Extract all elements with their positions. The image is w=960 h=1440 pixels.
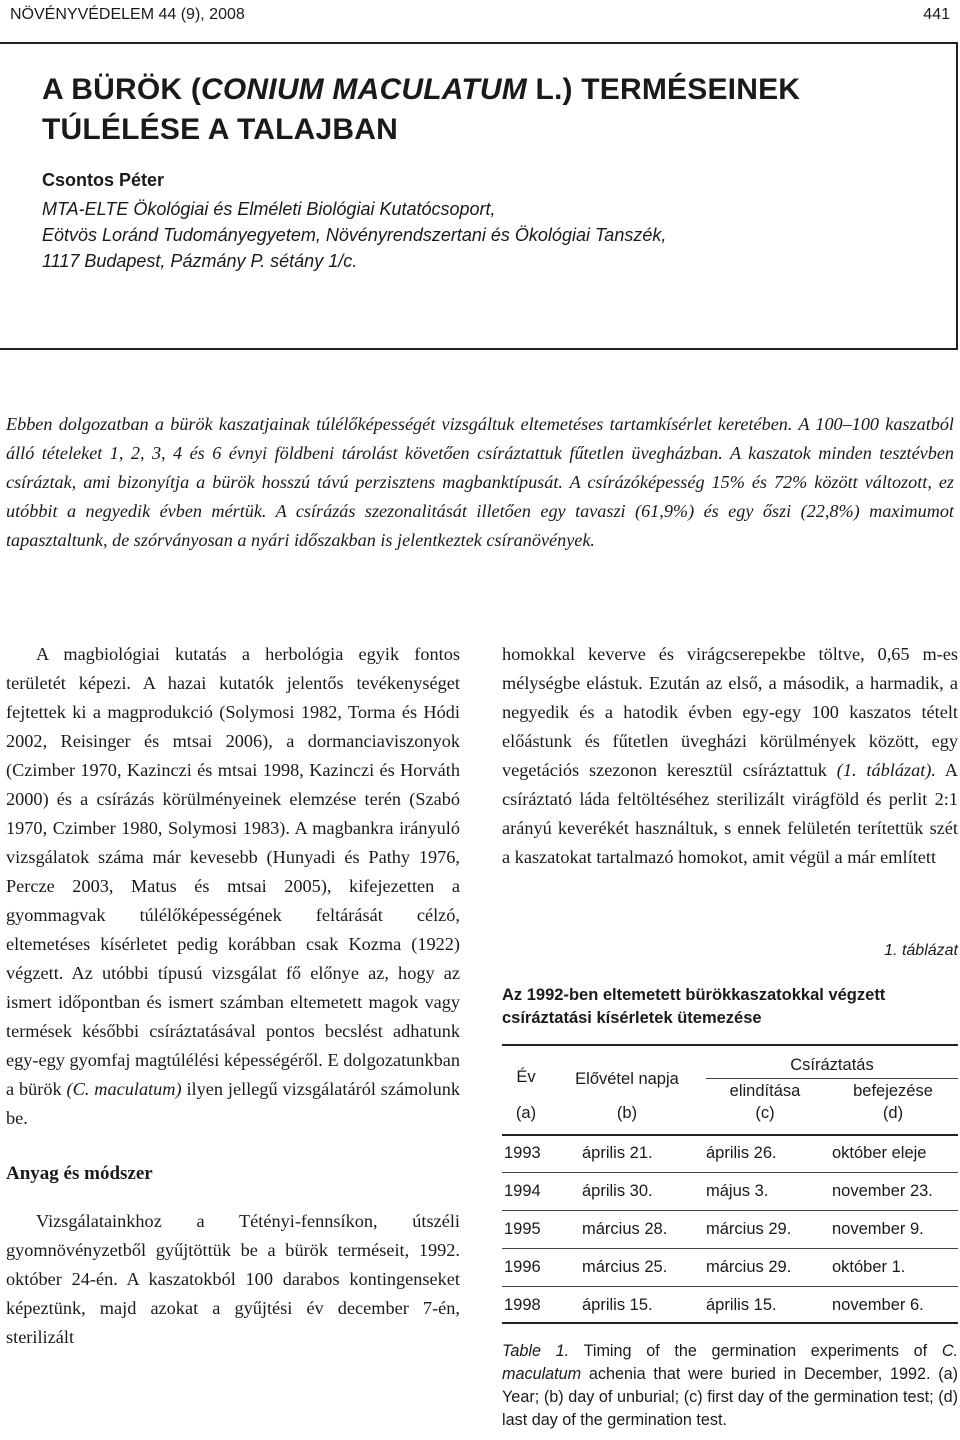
caption-species-italic: C. maculatum [502, 1342, 958, 1383]
methods-continued-paragraph: homokkal keverve és virágcserepekbe töltve, 0,65 m-es mélységbe elástuk. Ezután az első, a második, a harmadik, a negyedik és a hatodik évben egy-egy 100 kaszatos tételt előástunk és fűtetlen üvegházi körülmények között, egy vegetációs szezonon keresztül csíráztattuk (1. táblázat). A csíráztató láda feltöltéséhez sterilizált virágföld és perlit 2:1 arányú keverékét használtuk, s ennek felületén terítettük szét a kaszatokat tartalmazó homokot, amit végül a már említett [502, 644, 958, 867]
cell-end: november 23. [832, 1182, 933, 1200]
affiliation-line: MTA-ELTE Ökológiai és Elméleti Biológiai Kutatócsoport, [42, 199, 496, 219]
table-top-rule [502, 1044, 958, 1046]
cell-removal: április 30. [582, 1182, 653, 1200]
methods-paragraph: Vizsgálatainkhoz a Tétényi-fennsíkon, útszéli gyomnövényzetből gyűjtöttük be a bürök terméseit, 1992. október 24-én. A kaszatokból 100 darabos kontingenseket képeztünk, majd azokat a gyűjtési év december 7-én, sterilizált [6, 1211, 460, 1347]
cell-end: november 9. [832, 1220, 924, 1238]
title-line-2: TÚLÉLÉSE A TALAJBAN [42, 113, 399, 146]
intro-paragraph: A magbiológiai kutatás a herbológia egyik fontos területét képezi. A hazai kutatók jelentős tevékenységet fejtettek ki a magprodukció (Solymosi 1982, Torma és Hódi 2002, Reisinger és mtsai 2006), a dormanciaviszonyok (Czimber 1970, Kazinczi és mtsai 1998, Kazinczi és Horváth 2000) és a csírázás körülményeinek elemzése terén (Szabó 1970, Czimber 1980, Solymosi 1983). A magbankra irányuló vizsgálatok száma már kevesebb (Hunyadi és Pathy 1976, Percze 2003, Matus és mtsai 2005), kifejezetten a gyommagvak túlélőképességének feltárását célzó, eltemetéses kísérletet pedig korábban csak Kozma (1922) végzett. Az utóbbi típusú vizsgálat fő előnye az, hogy az ismert időpontban és ismert számban eltemetett magok vagy termések későbbi csíráztatásával pontos becslést adhatunk egy-egy gyomfaj magtúlélési képességéről. E dolgozatunkban a bürök (C. maculatum) ilyen jellegű vizsgálatáról számolunk be. [6, 644, 461, 1128]
running-header [10, 6, 950, 32]
caption-label: Table 1. [502, 1342, 570, 1360]
cell-removal: április 15. [582, 1296, 653, 1314]
author-name: Csontos Péter [42, 170, 165, 190]
table-row-rule [502, 1210, 958, 1211]
cell-year: 1994 [504, 1182, 541, 1200]
table-row-rule [502, 1248, 958, 1249]
cell-start: április 26. [706, 1144, 777, 1162]
cell-year: 1995 [504, 1220, 541, 1238]
table-label: 1. táblázat [884, 942, 958, 959]
left-column [6, 640, 460, 1352]
table-header-rule [502, 1134, 958, 1136]
table-reference-italic: (1. táblázat). [836, 760, 936, 780]
species-italic: (C. maculatum) [66, 1079, 182, 1099]
header-end-code: (d) [882, 1104, 904, 1122]
cell-start: április 15. [706, 1296, 777, 1314]
abstract-text: Ebben dolgozatban a bürök kaszatjainak túlélőképességét vizsgáltuk eltemetéses tartamkísérlet keretében. A 100–100 kaszatból álló tételeket 1, 2, 3, 4 és 6 évnyi földbeni tárolást követően csíráztattuk fűtetlen üvegházban. A kaszatok minden tesztévben csíráztak, ami bizonyítja a bürök hosszú távú perzisztens magbanktípusát. A csírázóképesség 15% és 72% között változott, ez utóbbit a negyedik évben mértük. A csírázás szezonalitását illetően egy tavaszi (61,9%) és egy őszi (22,8%) maximumot tapasztaltunk, de szórványosan a nyári időszakban is jelentkeztek csíranövények. [6, 414, 954, 550]
table-row-rule [502, 1172, 958, 1173]
header-year: Év [516, 1068, 536, 1086]
cell-removal: március 25. [582, 1258, 668, 1276]
affiliation-line: Eötvös Loránd Tudományegyetem, Növényrendszertani és Ökológiai Tanszék, [42, 225, 667, 245]
cell-end: november 6. [832, 1296, 924, 1314]
header-removal: Elővétel napja [575, 1070, 679, 1088]
cell-year: 1998 [504, 1296, 541, 1314]
cell-end: október 1. [832, 1258, 906, 1276]
affiliation [42, 196, 902, 274]
cell-start: március 29. [706, 1258, 792, 1276]
title-species-italic: CONIUM MACULATUM [201, 73, 527, 106]
cell-start: március 29. [706, 1220, 792, 1238]
page-number: 441 [923, 6, 950, 23]
article-title [42, 70, 842, 150]
cell-year: 1996 [504, 1258, 541, 1276]
header-germination-group: Csíráztatás [790, 1056, 874, 1074]
cell-start: május 3. [706, 1182, 769, 1200]
right-column [502, 640, 958, 872]
table-title: Az 1992-ben eltemetett bürökkaszatokkal végzett csíráztatási kísérletek ütemezése [502, 986, 886, 1027]
cell-removal: március 28. [582, 1220, 668, 1238]
header-start: elindítása [729, 1082, 801, 1100]
header-end: befejezése [853, 1082, 933, 1100]
cell-removal: április 21. [582, 1144, 653, 1162]
table-bottom-rule [502, 1322, 958, 1324]
header-year-code: (a) [515, 1104, 537, 1122]
affiliation-line: 1117 Budapest, Pázmány P. sétány 1/c. [42, 251, 358, 271]
group-header-rule [706, 1078, 958, 1079]
header-removal-code: (b) [616, 1104, 638, 1122]
table-caption: Table 1. Timing of the germination experiments of C. maculatum achenia that were buried in December, 1992. (a) Year; (b) day of unburial; (c) first day of the germination test; (d) last day of the germination test. [502, 1342, 958, 1429]
cell-end: október eleje [832, 1144, 927, 1162]
cell-year: 1993 [504, 1144, 541, 1162]
title-line-1: A BÜRÖK (CONIUM MACULATUM L.) TERMÉSEINEK [42, 73, 801, 106]
table-row-rule [502, 1286, 958, 1287]
abstract [6, 410, 954, 555]
journal-citation: NÖVÉNYVÉDELEM 44 (9), 2008 [10, 6, 245, 23]
section-heading-methods: Anyag és módszer [6, 1163, 153, 1184]
header-start-code: (c) [755, 1104, 775, 1122]
